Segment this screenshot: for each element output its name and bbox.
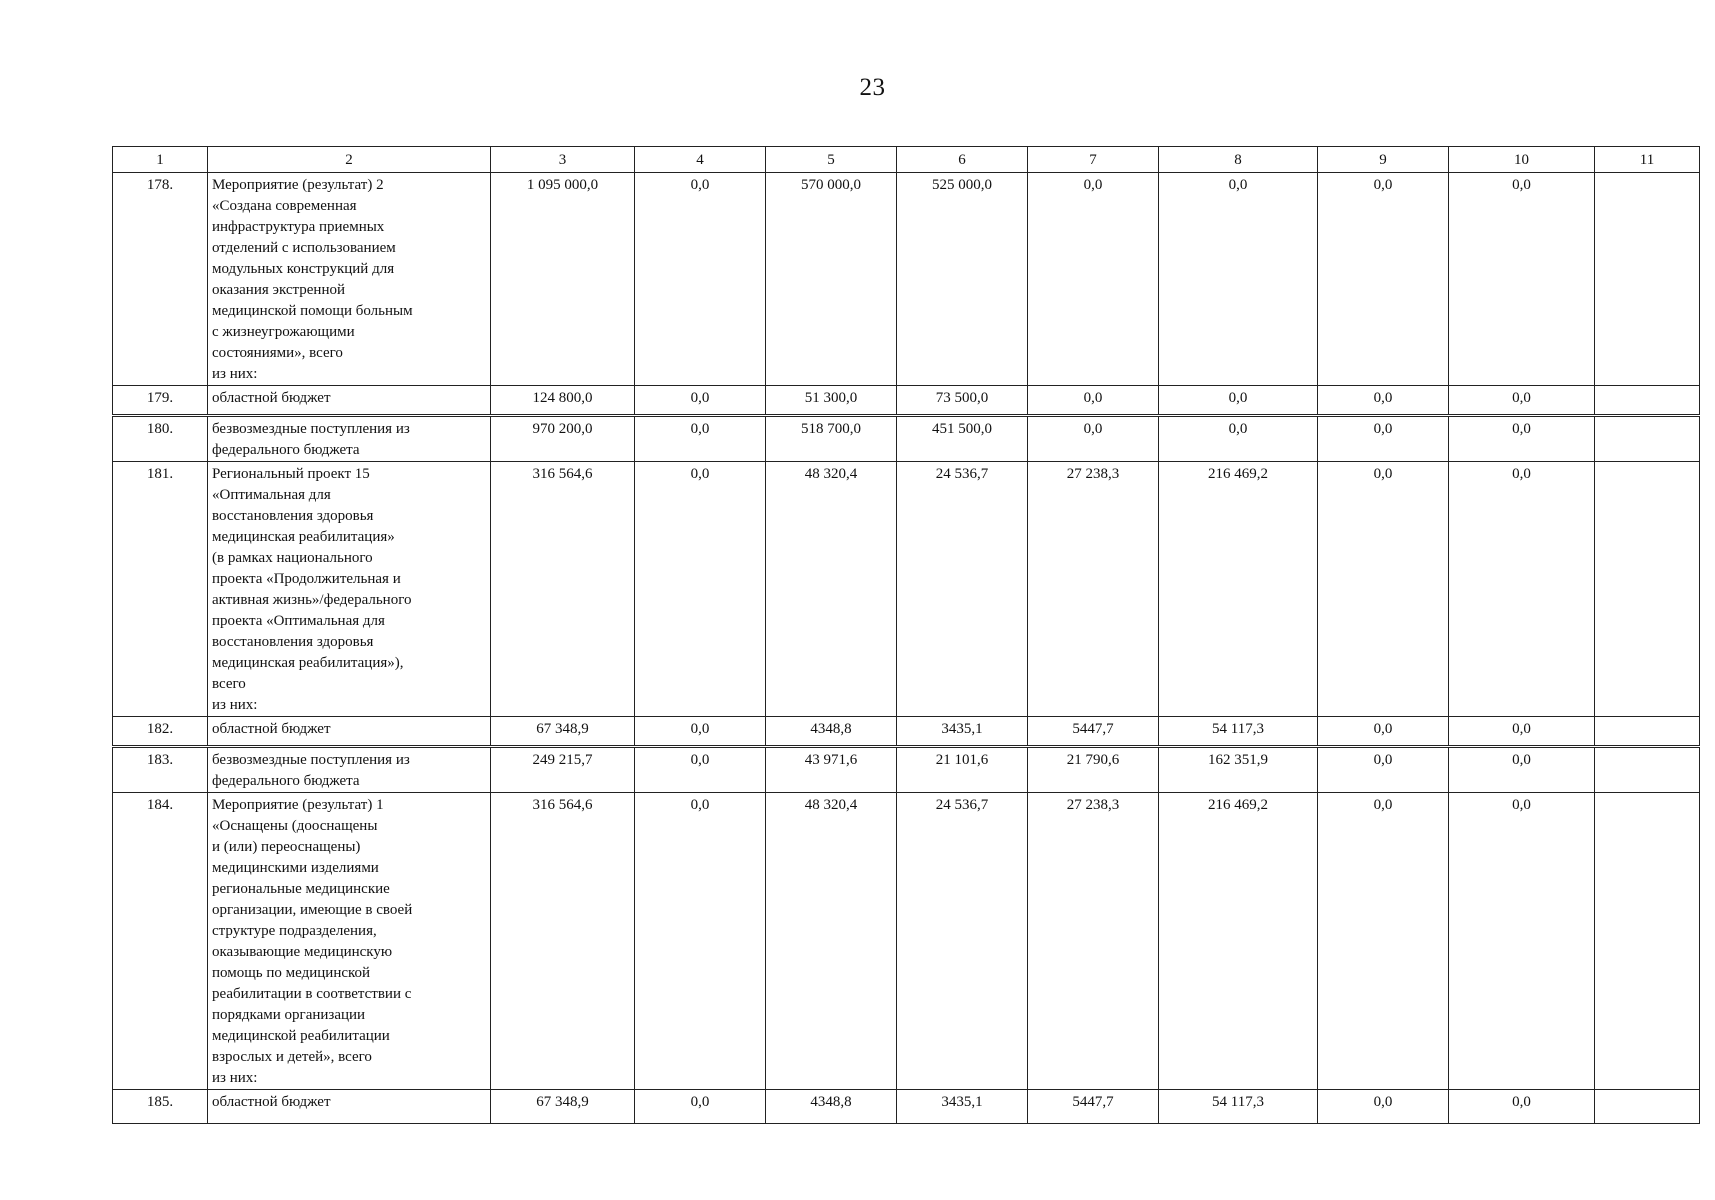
value-cell: 0,0: [1449, 416, 1595, 462]
value-cell: 4348,8: [766, 1090, 897, 1124]
value-cell: 0,0: [635, 717, 766, 747]
value-cell: 216 469,2: [1159, 793, 1318, 1090]
table-row: [113, 462, 1700, 717]
table-row: [113, 1090, 1700, 1124]
value-cell: 48 320,4: [766, 462, 897, 717]
row-name: безвозмездные поступления из федерального бюджета: [208, 416, 491, 462]
column-header: 1: [113, 147, 208, 173]
value-cell: 67 348,9: [491, 717, 635, 747]
table-row: [113, 717, 1700, 747]
value-cell: 0,0: [1318, 462, 1449, 717]
column-header: 9: [1318, 147, 1449, 173]
budget-table: [112, 146, 1700, 1124]
row-name: Региональный проект 15 «Оптимальная для восстановления здоровья медицинская реабилитация» (в рамках национального проекта «Продолжительная и активная жизнь»/федерального проекта «Оптимальная для восстановления здоровья медицинская реабилитация»), всего из них:: [208, 462, 491, 717]
value-cell: 0,0: [1159, 416, 1318, 462]
value-cell: [1595, 386, 1700, 416]
value-cell: 0,0: [1318, 386, 1449, 416]
value-cell: [1595, 717, 1700, 747]
value-cell: 0,0: [1449, 462, 1595, 717]
value-cell: 216 469,2: [1159, 462, 1318, 717]
value-cell: 0,0: [1028, 173, 1159, 386]
value-cell: 316 564,6: [491, 793, 635, 1090]
value-cell: 0,0: [1449, 173, 1595, 386]
value-cell: 54 117,3: [1159, 717, 1318, 747]
column-header: 11: [1595, 147, 1700, 173]
value-cell: 51 300,0: [766, 386, 897, 416]
value-cell: 0,0: [635, 416, 766, 462]
row-number: 182.: [113, 717, 208, 747]
table-row: [113, 416, 1700, 462]
column-header: 6: [897, 147, 1028, 173]
value-cell: 21 790,6: [1028, 747, 1159, 793]
value-cell: 0,0: [1318, 173, 1449, 386]
value-cell: 525 000,0: [897, 173, 1028, 386]
value-cell: 0,0: [1449, 386, 1595, 416]
row-number: 184.: [113, 793, 208, 1090]
value-cell: 27 238,3: [1028, 793, 1159, 1090]
value-cell: 0,0: [1449, 717, 1595, 747]
value-cell: 67 348,9: [491, 1090, 635, 1124]
row-name: областной бюджет: [208, 717, 491, 747]
value-cell: 0,0: [1318, 747, 1449, 793]
table-row: [113, 793, 1700, 1090]
value-cell: 249 215,7: [491, 747, 635, 793]
value-cell: 518 700,0: [766, 416, 897, 462]
value-cell: 73 500,0: [897, 386, 1028, 416]
column-header: 8: [1159, 147, 1318, 173]
row-number: 178.: [113, 173, 208, 386]
column-header: 10: [1449, 147, 1595, 173]
row-name: областной бюджет: [208, 386, 491, 416]
column-header: 5: [766, 147, 897, 173]
value-cell: 0,0: [1449, 1090, 1595, 1124]
table-row: [113, 173, 1700, 386]
value-cell: 5447,7: [1028, 717, 1159, 747]
value-cell: 0,0: [1318, 793, 1449, 1090]
value-cell: 24 536,7: [897, 793, 1028, 1090]
value-cell: 0,0: [1449, 747, 1595, 793]
value-cell: 0,0: [635, 1090, 766, 1124]
value-cell: 5447,7: [1028, 1090, 1159, 1124]
value-cell: [1595, 747, 1700, 793]
value-cell: 54 117,3: [1159, 1090, 1318, 1124]
column-header: 3: [491, 147, 635, 173]
value-cell: 0,0: [1318, 416, 1449, 462]
value-cell: [1595, 462, 1700, 717]
value-cell: 24 536,7: [897, 462, 1028, 717]
value-cell: 1 095 000,0: [491, 173, 635, 386]
row-number: 183.: [113, 747, 208, 793]
value-cell: [1595, 1090, 1700, 1124]
column-header: 7: [1028, 147, 1159, 173]
row-number: 185.: [113, 1090, 208, 1124]
value-cell: 48 320,4: [766, 793, 897, 1090]
value-cell: 0,0: [1318, 1090, 1449, 1124]
value-cell: 162 351,9: [1159, 747, 1318, 793]
row-number: 179.: [113, 386, 208, 416]
row-number: 181.: [113, 462, 208, 717]
row-name: Мероприятие (результат) 1 «Оснащены (дооснащены и (или) переоснащены) медицинскими изделиями региональные медицинские организации, имеющие в своей структуре подразделения, оказывающие медицинскую помощь по медицинской реабилитации в соответствии с порядками организации медицинской реабилитации взрослых и детей», всего из них:: [208, 793, 491, 1090]
value-cell: 0,0: [1028, 386, 1159, 416]
table-row: [113, 386, 1700, 416]
value-cell: 316 564,6: [491, 462, 635, 717]
column-header: 4: [635, 147, 766, 173]
value-cell: 4348,8: [766, 717, 897, 747]
value-cell: 0,0: [635, 173, 766, 386]
value-cell: [1595, 173, 1700, 386]
column-header: 2: [208, 147, 491, 173]
row-name: безвозмездные поступления из федерального бюджета: [208, 747, 491, 793]
value-cell: 21 101,6: [897, 747, 1028, 793]
value-cell: 0,0: [1159, 173, 1318, 386]
value-cell: 451 500,0: [897, 416, 1028, 462]
page-number: 23: [859, 74, 886, 101]
value-cell: 43 971,6: [766, 747, 897, 793]
value-cell: 0,0: [635, 747, 766, 793]
value-cell: 3435,1: [897, 717, 1028, 747]
value-cell: 0,0: [1159, 386, 1318, 416]
value-cell: 0,0: [1449, 793, 1595, 1090]
value-cell: [1595, 416, 1700, 462]
row-name: Мероприятие (результат) 2 «Создана современная инфраструктура приемных отделений с использованием модульных конструкций для оказания экстренной медицинской помощи больным с жизнеугрожающими состояниями», всего из них:: [208, 173, 491, 386]
value-cell: [1595, 793, 1700, 1090]
value-cell: 0,0: [635, 462, 766, 717]
table-row: [113, 747, 1700, 793]
value-cell: 0,0: [635, 793, 766, 1090]
value-cell: 124 800,0: [491, 386, 635, 416]
row-number: 180.: [113, 416, 208, 462]
value-cell: 3435,1: [897, 1090, 1028, 1124]
value-cell: 0,0: [1318, 717, 1449, 747]
value-cell: 0,0: [1028, 416, 1159, 462]
value-cell: 570 000,0: [766, 173, 897, 386]
value-cell: 970 200,0: [491, 416, 635, 462]
column-number-row: [113, 147, 1700, 173]
row-name: областной бюджет: [208, 1090, 491, 1124]
value-cell: 0,0: [635, 386, 766, 416]
value-cell: 27 238,3: [1028, 462, 1159, 717]
